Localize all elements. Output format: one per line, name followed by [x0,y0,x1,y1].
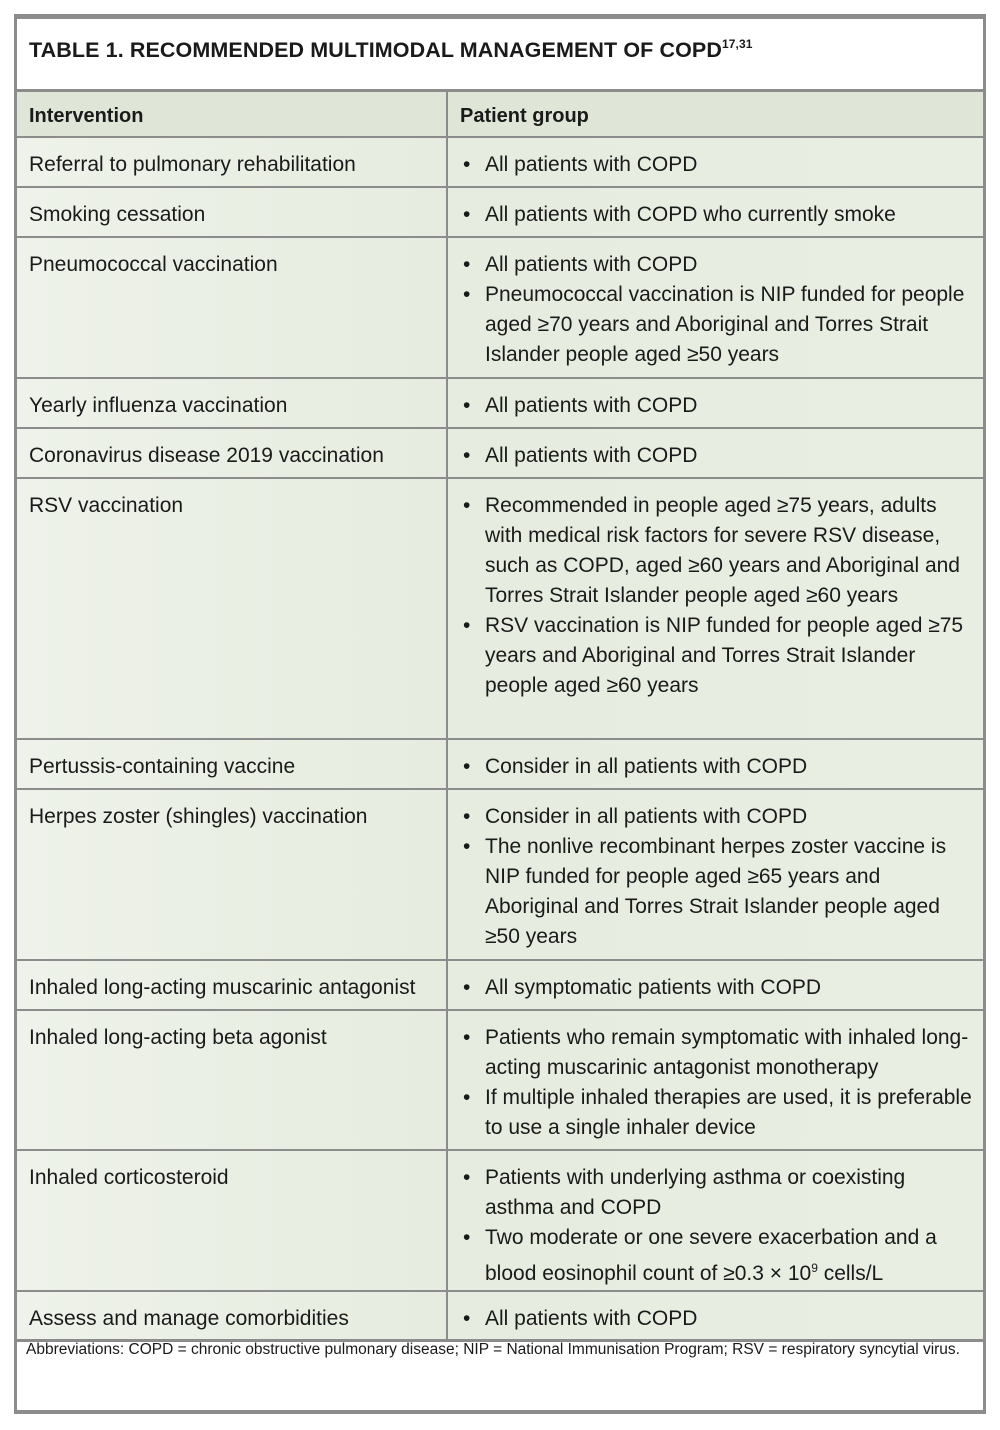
intervention-cell: Smoking cessation [17,188,448,236]
intervention-cell: Pneumococcal vaccination [17,238,448,377]
intervention-cell: Herpes zoster (shingles) vaccination [17,790,448,959]
bullet-list [460,491,975,701]
list-item: • If multiple inhaled therapies are used, it is preferable to use a single inhaler device [460,1083,975,1143]
table-row [17,379,983,429]
patient-group-cell [448,1292,983,1339]
intervention-cell: RSV vaccination [17,479,448,738]
list-item: • The nonlive recombinant herpes zoster vaccine is NIP funded for people aged ≥65 years and Aboriginal and Torres Strait Islander people aged ≥50 years [460,832,975,952]
list-item: • Recommended in people aged ≥75 years, adults with medical risk factors for severe RSV disease, such as COPD, aged ≥60 years and Aboriginal and Torres Strait Islander people aged ≥60 years [460,491,975,611]
intervention-cell: Inhaled long-acting muscarinic antagonist [17,961,448,1009]
bullet-list [460,973,975,1003]
unit-text: cells/L [817,1262,884,1285]
bullet-list [460,1163,975,1289]
table-title-text: TABLE 1. RECOMMENDED MULTIMODAL MANAGEMENT OF COPD [29,38,722,62]
patient-group-cell [448,138,983,186]
bullet-list [460,1023,975,1143]
table-title-refs: 17,31 [721,37,753,51]
patient-group-cell [448,379,983,427]
list-item: • All patients with COPD [460,250,975,280]
exponent: 9 [811,1261,818,1275]
bullet-list [460,752,975,782]
header-intervention: Intervention [17,92,448,136]
list-item: • All patients with COPD [460,441,975,471]
patient-group-cell [448,429,983,477]
intervention-cell: Inhaled corticosteroid [17,1151,448,1290]
bullet-list [460,250,975,370]
list-item: • All patients with COPD [460,150,975,180]
eosinophil-text: Two moderate or one severe exacerbation and a blood eosinophil count of ≥0.3 × 10 [485,1226,937,1285]
table-row [17,1151,983,1292]
list-item: • Patients with underlying asthma or coexisting asthma and COPD [460,1163,975,1223]
header-patient-group: Patient group [448,92,983,136]
bullet-list [460,441,975,471]
table-row [17,429,983,479]
table-row [17,1011,983,1151]
bullet-list [460,1304,975,1334]
patient-group-cell [448,238,983,377]
table-row [17,740,983,790]
table-row [17,1292,983,1342]
patient-group-cell [448,188,983,236]
abbreviations-footnote: Abbreviations: COPD = chronic obstructive pulmonary disease; NIP = National Immunisation Program; RSV = respiratory syncytial virus. [26,1341,960,1358]
list-item: • Pneumococcal vaccination is NIP funded for people aged ≥70 years and Aboriginal and Torres Strait Islander people aged ≥50 years [460,280,975,370]
table-row [17,479,983,740]
bullet-list [460,802,975,952]
patient-group-cell [448,961,983,1009]
list-item: • All patients with COPD who currently smoke [460,200,975,230]
patient-group-cell [448,790,983,959]
intervention-cell: Assess and manage comorbidities [17,1292,448,1339]
list-item: • All patients with COPD [460,391,975,421]
management-table [17,89,983,1342]
table-header-row [17,92,983,138]
patient-group-cell [448,1011,983,1149]
bullet-list [460,150,975,180]
list-item: • RSV vaccination is NIP funded for people aged ≥75 years and Aboriginal and Torres Strait Islander people aged ≥60 years [460,611,975,701]
patient-group-cell [448,740,983,788]
patient-group-cell [448,1151,983,1290]
intervention-cell: Referral to pulmonary rehabilitation [17,138,448,186]
bullet-list [460,391,975,421]
list-item: • All symptomatic patients with COPD [460,973,975,1003]
table-row [17,238,983,379]
list-item: • Consider in all patients with COPD [460,802,975,832]
table-title [29,37,753,63]
table-row [17,138,983,188]
table-row [17,188,983,238]
list-item: • Consider in all patients with COPD [460,752,975,782]
intervention-cell: Pertussis-containing vaccine [17,740,448,788]
table-row [17,961,983,1011]
intervention-cell: Coronavirus disease 2019 vaccination [17,429,448,477]
list-item: • Patients who remain symptomatic with inhaled long-acting muscarinic antagonist monotherapy [460,1023,975,1083]
intervention-cell: Yearly influenza vaccination [17,379,448,427]
intervention-cell: Inhaled long-acting beta agonist [17,1011,448,1149]
table-frame [14,14,986,1414]
table-row [17,790,983,961]
patient-group-cell [448,479,983,738]
bullet-list [460,200,975,230]
list-item [460,1223,975,1289]
list-item: • All patients with COPD [460,1304,975,1334]
